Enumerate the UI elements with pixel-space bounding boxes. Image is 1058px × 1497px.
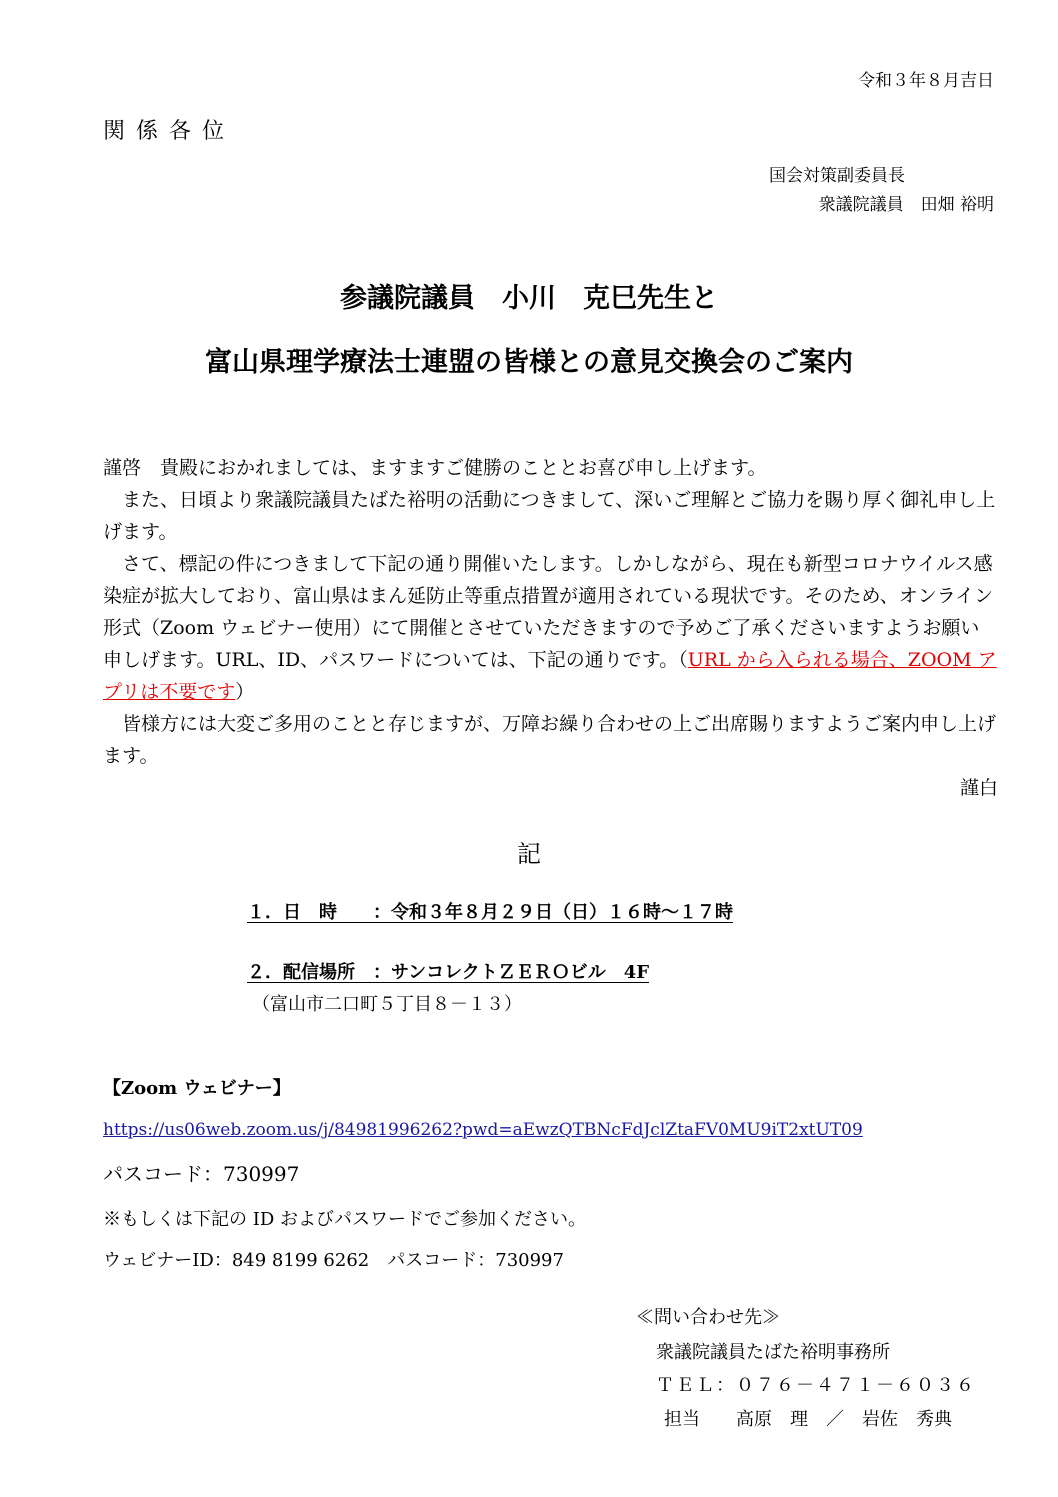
detail-datetime: １．日 時 ：令和３年８月２９日（日）１６時〜１７時 <box>247 902 733 923</box>
zoom-id-line: ウェビナーID：849 8199 6262 パスコード：730997 <box>103 1250 564 1271</box>
zoom-passcode: パスコード：730997 <box>103 1162 300 1186</box>
contact-heading: ≪問い合わせ先≫ <box>636 1307 780 1328</box>
announcement-paragraph <box>103 548 998 708</box>
announcement-text: さて、標記の件につきまして下記の通り開催いたします。しかしながら、現在も新型コロナウイルス感染症が拡大しており、富山県はまん延防止等重点措置が適用されている現状です。そのため、オンライン形式（Zoom ウェビナー使用）にて開催とさせていただきますので予めご了承くださいますようお願い申しげます。URL、ID、パスワードについては、下記の通りです。（ <box>103 553 994 671</box>
sender-role: 国会対策副委員長 <box>769 166 905 186</box>
title-line-2: 富山県理学療法士連盟の皆様との意見交換会のご案内 <box>205 347 853 378</box>
zoom-alt-note: ※もしくは下記の ID およびパスワードでご参加ください。 <box>103 1209 586 1230</box>
ki-heading: 記 <box>517 840 541 868</box>
closing: 謹白 <box>959 777 998 799</box>
zoom-app-note: URL から入られる場合、ZOOM アプリは不要です <box>103 649 997 703</box>
document-date: 令和３年８月吉日 <box>858 71 994 91</box>
greeting-paragraph: 謹啓 貴殿におかれましては、ますますご健勝のこととお喜び申し上げます。 <box>103 457 767 479</box>
recipient: 関 係 各 位 <box>103 119 226 144</box>
request-paragraph: 皆様方には大変ご多用のことと存じますが、万障お繰り合わせの上ご出席賜りますようご案内申し上げます。 <box>103 713 997 767</box>
letter-body <box>103 452 998 804</box>
title-line-1: 参議院議員 小川 克巳先生と <box>340 283 718 314</box>
announcement-close: ） <box>235 681 255 703</box>
sender-name: 衆議院議員 田畑 裕明 <box>818 195 994 215</box>
zoom-heading: 【Zoom ウェビナー】 <box>103 1078 291 1099</box>
thanks-paragraph: また、日頃より衆議院議員たばた裕明の活動につきまして、深いご理解とご協力を賜り厚く御礼申し上げます。 <box>103 489 996 543</box>
contact-office: 衆議院議員たばた裕明事務所 <box>656 1342 890 1363</box>
zoom-webinar-link[interactable]: https://us06web.zoom.us/j/84981996262?pwd=aEwzQTBNcFdJclZtaFV0MU9iT2xtUT09 <box>103 1120 863 1140</box>
detail-venue: ２．配信場所 ：サンコレクトＺＥＲＯビル 4F <box>247 962 650 983</box>
venue-address: （富山市二口町５丁目８－１３） <box>252 994 522 1015</box>
contact-tel: ＴＥＬ：０７６－４７１－６０３６ <box>656 1375 976 1396</box>
contact-staff: 担当 高原 理 ／ 岩佐 秀典 <box>664 1409 952 1430</box>
